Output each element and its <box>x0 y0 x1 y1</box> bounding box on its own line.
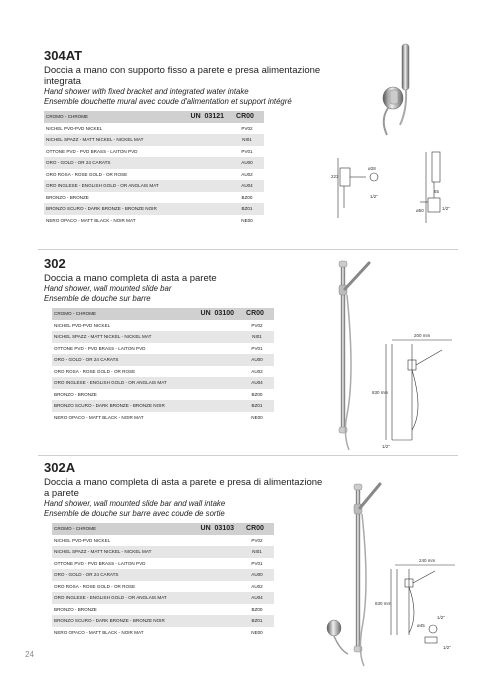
finish-row <box>44 134 264 146</box>
dim-label: 1/2" <box>370 194 378 199</box>
technical-drawing-304at <box>330 148 460 238</box>
finish-name: ORO - GOLD - OR 24 CARATS <box>52 354 238 366</box>
finish-row <box>52 400 274 412</box>
dim-label: 830 mm <box>372 390 389 395</box>
finish-row <box>44 180 264 192</box>
finish-name: NICHEL SPAZZ - MATT NICKEL - NICKEL MAT <box>52 331 238 343</box>
finish-row <box>52 558 274 570</box>
finishes-header-row <box>52 308 274 320</box>
finish-row <box>44 157 264 169</box>
finish-row <box>44 123 264 135</box>
dim-label: 200 mm <box>414 333 431 338</box>
finish-code: NI01 <box>238 331 274 343</box>
finish-name: NERO OPACO - MATT BLACK - NOIR MAT <box>44 215 228 227</box>
finish-name: BRONZO SCURO - DARK BRONZE - BRONZE NOIR <box>44 203 228 215</box>
finish-name: ORO ROSA - ROSE GOLD - OR ROSE <box>44 169 228 181</box>
finishes-header-row <box>44 111 264 123</box>
finish-code: PV02 <box>228 123 264 135</box>
finish-name: ORO ROSA - ROSE GOLD - OR ROSE <box>52 366 238 378</box>
finish-name: NICHEL PVD-PVD NICKEL <box>44 123 228 135</box>
finish-code: PV01 <box>238 558 274 570</box>
finish-name: NICHEL PVD-PVD NICKEL <box>52 320 238 332</box>
section-divider <box>38 249 458 250</box>
finishes-table <box>52 523 274 638</box>
dim-label: 1/2" <box>382 444 390 449</box>
finish-row <box>44 203 264 215</box>
finish-row <box>52 535 274 547</box>
title-english: Hand shower, wall mounted slide bar and wall intake <box>44 499 226 508</box>
finish-code: BZ01 <box>238 400 274 412</box>
finish-row <box>52 331 274 343</box>
finish-code: BZ00 <box>228 192 264 204</box>
dim-label: ø50 <box>416 208 424 213</box>
finish-code: AU00 <box>238 569 274 581</box>
finish-row <box>52 627 274 639</box>
finish-row <box>52 389 274 401</box>
finish-code: PV01 <box>228 146 264 158</box>
finish-name: ORO ROSA - ROSE GOLD - OR ROSE <box>52 581 238 593</box>
finish-code: AU04 <box>228 180 264 192</box>
finish-row <box>44 146 264 158</box>
finish-name: BRONZO SCURO - DARK BRONZE - BRONZE NOIR <box>52 615 238 627</box>
finish-name: NICHEL SPAZZ - MATT NICKEL - NICKEL MAT <box>52 546 238 558</box>
finishes-table <box>52 308 274 423</box>
finish-code: CR00 <box>228 111 264 123</box>
finish-row <box>52 604 274 616</box>
finish-name: CROMO - CHROME <box>52 523 150 535</box>
finish-name: NERO OPACO - MATT BLACK - NOIR MAT <box>52 627 238 639</box>
finish-name: BRONZO - BRONZE <box>52 389 238 401</box>
finish-row <box>44 169 264 181</box>
finish-code: PV02 <box>238 535 274 547</box>
title-italian: Doccia a mano completa di asta a parete e presa di alimentazione a parete <box>44 477 323 499</box>
finish-name: CROMO - CHROME <box>52 308 150 320</box>
finish-code: NE00 <box>238 627 274 639</box>
un-label: UN <box>200 525 211 533</box>
finish-code: NI01 <box>228 134 264 146</box>
dim-label: 1/2" <box>437 615 445 620</box>
technical-drawing-302 <box>372 330 467 450</box>
finish-name: OTTONE PVD - PVD BRASS - LAITON PVD <box>52 343 238 355</box>
dim-label: 830 mm <box>375 601 392 606</box>
finish-name: NICHEL PVD-PVD NICKEL <box>52 535 238 547</box>
finish-row <box>44 192 264 204</box>
un-label: UN <box>200 310 211 318</box>
finish-row <box>52 546 274 558</box>
title-english: Hand shower with fixed bracket and integrated water intake <box>44 87 249 96</box>
finish-row <box>52 377 274 389</box>
finish-name: NICHEL SPAZZ - MATT NICKEL - NICKEL MAT <box>44 134 228 146</box>
finish-code: AU00 <box>238 354 274 366</box>
product-photo-304at <box>360 40 435 140</box>
title-french: Ensemble douchette mural avec coude d'alimentation et support intégré <box>44 97 292 106</box>
finish-row <box>52 343 274 355</box>
finish-name: CROMO - CHROME <box>44 111 141 123</box>
finish-name: ORO INGLESE - ENGLISH GOLD - OR ANGLAIS MAT <box>52 592 238 604</box>
finish-row <box>52 592 274 604</box>
finish-code: PV02 <box>238 320 274 332</box>
finish-code: NE00 <box>238 412 274 424</box>
finish-code: BZ01 <box>238 615 274 627</box>
finish-code: AU02 <box>238 581 274 593</box>
finish-row <box>52 366 274 378</box>
dim-label: ø45 <box>417 623 425 628</box>
finish-row <box>52 354 274 366</box>
article-number: 03121 <box>204 113 224 121</box>
finish-code: CR00 <box>238 308 274 320</box>
dim-label: 65 <box>434 189 440 194</box>
dim-label: 1/2" <box>442 206 450 211</box>
dim-label: 223 <box>331 174 339 179</box>
finish-row <box>52 320 274 332</box>
finish-code: NI01 <box>238 546 274 558</box>
finish-code: AU00 <box>228 157 264 169</box>
dim-label: 240 mm <box>419 558 436 563</box>
finish-row <box>52 569 274 581</box>
product-code: 302A <box>44 460 76 475</box>
dim-label: 1/2" <box>443 645 451 650</box>
finishes-table <box>44 111 264 226</box>
title-french: Ensemble de douche sur barre <box>44 294 151 303</box>
finish-name: OTTONE PVD - PVD BRASS - LAITON PVD <box>44 146 228 158</box>
finish-name: ORO INGLESE - ENGLISH GOLD - OR ANGLAIS MAT <box>44 180 228 192</box>
dim-label: ø28 <box>368 166 376 171</box>
finish-name: NERO OPACO - MATT BLACK - NOIR MAT <box>52 412 238 424</box>
finish-name: ORO - GOLD - OR 24 CARATS <box>44 157 228 169</box>
finish-row <box>44 215 264 227</box>
finish-row <box>52 581 274 593</box>
finish-name: ORO - GOLD - OR 24 CARATS <box>52 569 238 581</box>
article-number: 03103 <box>214 525 234 533</box>
title-italian: Doccia a mano con supporto fisso a parete e presa alimentazione integrata <box>44 65 321 87</box>
finish-code: AU04 <box>238 377 274 389</box>
finish-name: BRONZO - BRONZE <box>44 192 228 204</box>
article-number: 03100 <box>214 310 234 318</box>
finish-code: BZ01 <box>228 203 264 215</box>
finish-code: AU04 <box>238 592 274 604</box>
finish-name: BRONZO - BRONZE <box>52 604 238 616</box>
product-code: 304AT <box>44 48 83 63</box>
finish-code: BZ00 <box>238 604 274 616</box>
title-french: Ensemble de douche sur barre avec coude de sortie <box>44 509 225 518</box>
finish-row <box>52 412 274 424</box>
technical-drawing-302a <box>375 555 467 655</box>
finish-row <box>52 615 274 627</box>
finish-code: BZ00 <box>238 389 274 401</box>
finish-code: AU02 <box>228 169 264 181</box>
section-divider <box>38 455 458 456</box>
finish-code: CR00 <box>238 523 274 535</box>
page-number: 24 <box>25 650 34 659</box>
finish-code: AU02 <box>238 366 274 378</box>
un-label: UN <box>190 113 201 121</box>
title-italian: Doccia a mano completa di asta a parete <box>44 273 217 284</box>
finish-name: OTTONE PVD - PVD BRASS - LAITON PVD <box>52 558 238 570</box>
finish-code: NE00 <box>228 215 264 227</box>
title-english: Hand shower, wall mounted slide bar <box>44 284 172 293</box>
finish-code: PV01 <box>238 343 274 355</box>
product-code: 302 <box>44 256 66 271</box>
finish-name: BRONZO SCURO - DARK BRONZE - BRONZE NOIR <box>52 400 238 412</box>
finishes-header-row <box>52 523 274 535</box>
finish-name: ORO INGLESE - ENGLISH GOLD - OR ANGLAIS MAT <box>52 377 238 389</box>
